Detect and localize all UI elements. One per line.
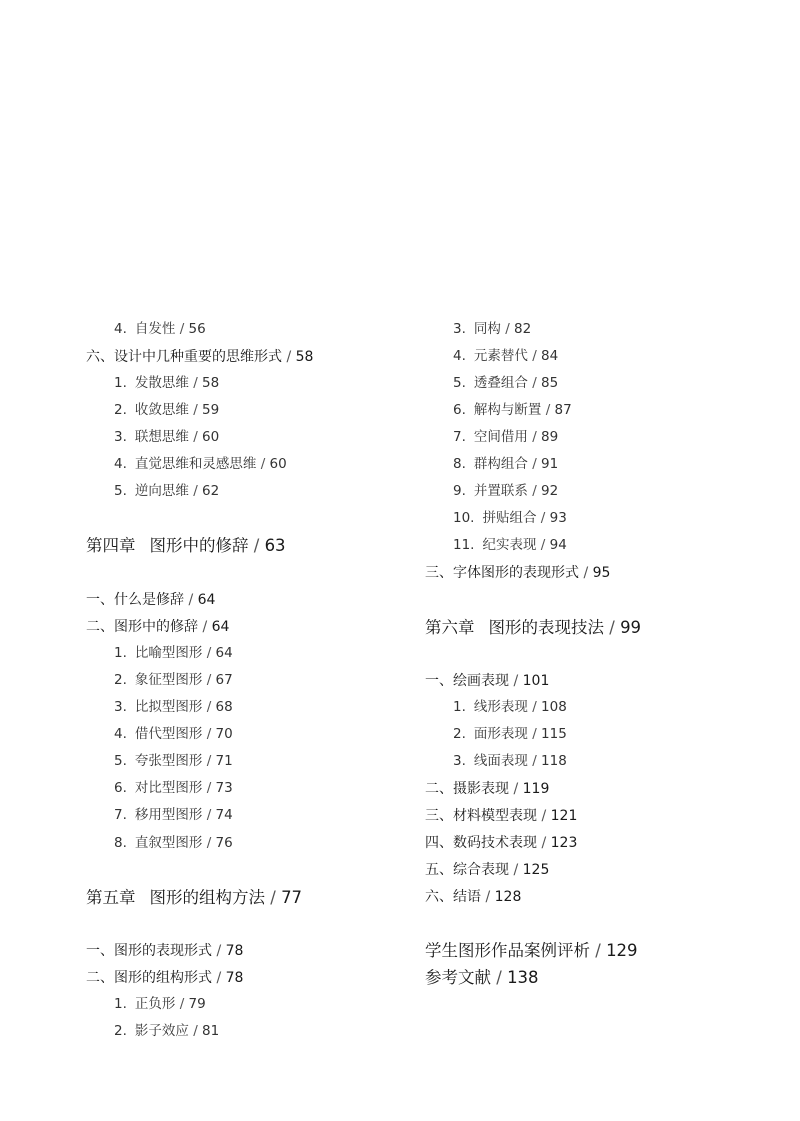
toc-sub-item: 2. 象征型图形 / 67: [114, 672, 233, 688]
toc-section-item: 一、绘画表现 / 101: [425, 673, 550, 689]
toc-chapter-heading: 参考文献 / 138: [425, 968, 539, 987]
toc-sub-item: 9. 并置联系 / 92: [453, 483, 559, 499]
toc-sub-item: 1. 发散思维 / 58: [114, 375, 220, 391]
toc-section-item: 一、图形的表现形式 / 78: [86, 943, 244, 959]
toc-chapter-heading: 第六章 图形的表现技法 / 99: [425, 618, 642, 637]
toc-section-item: 三、字体图形的表现形式 / 95: [425, 565, 611, 581]
toc-sub-item: 5. 夸张型图形 / 71: [114, 753, 233, 769]
toc-sub-item: 4. 借代型图形 / 70: [114, 726, 233, 742]
toc-chapter-heading: 第四章 图形中的修辞 / 63: [86, 536, 286, 555]
toc-sub-item: 3. 同构 / 82: [453, 321, 532, 337]
toc-sub-item: 3. 比拟型图形 / 68: [114, 699, 233, 715]
toc-section-item: 二、摄影表现 / 119: [425, 781, 550, 797]
toc-chapter-heading: 第五章 图形的组构方法 / 77: [86, 888, 303, 907]
toc-section-item: 二、图形的组构形式 / 78: [86, 970, 244, 986]
toc-sub-item: 2. 面形表现 / 115: [453, 726, 567, 742]
toc-sub-item: 4. 直觉思维和灵感思维 / 60: [114, 456, 287, 472]
toc-section-item: 三、材料模型表现 / 121: [425, 808, 578, 824]
toc-sub-item: 2. 影子效应 / 81: [114, 1023, 220, 1039]
toc-sub-item: 7. 空间借用 / 89: [453, 429, 559, 445]
toc-section-item: 一、什么是修辞 / 64: [86, 592, 216, 608]
toc-sub-item: 6. 解构与断置 / 87: [453, 402, 572, 418]
toc-sub-item: 3. 线面表现 / 118: [453, 753, 567, 769]
toc-section-item: 五、综合表现 / 125: [425, 862, 550, 878]
toc-sub-item: 1. 线形表现 / 108: [453, 699, 567, 715]
toc-section-item: 四、数码技术表现 / 123: [425, 835, 578, 851]
toc-sub-item: 7. 移用型图形 / 74: [114, 807, 233, 823]
toc-section-item: 二、图形中的修辞 / 64: [86, 619, 230, 635]
toc-sub-item: 11. 纪实表现 / 94: [453, 537, 567, 553]
toc-sub-item: 5. 逆向思维 / 62: [114, 483, 220, 499]
toc-sub-item: 5. 透叠组合 / 85: [453, 375, 559, 391]
toc-sub-item: 1. 比喻型图形 / 64: [114, 645, 233, 661]
toc-sub-item: 4. 元素替代 / 84: [453, 348, 559, 364]
toc-sub-item: 3. 联想思维 / 60: [114, 429, 220, 445]
toc-sub-item: 8. 群构组合 / 91: [453, 456, 559, 472]
toc-sub-item: 6. 对比型图形 / 73: [114, 780, 233, 796]
toc-chapter-heading: 学生图形作品案例评析 / 129: [425, 941, 638, 960]
toc-sub-item: 4. 自发性 / 56: [114, 321, 206, 337]
toc-sub-item: 10. 拼贴组合 / 93: [453, 510, 567, 526]
toc-sub-item: 1. 正负形 / 79: [114, 996, 206, 1012]
toc-sub-item: 2. 收敛思维 / 59: [114, 402, 220, 418]
toc-sub-item: 8. 直叙型图形 / 76: [114, 835, 233, 851]
toc-section-item: 六、设计中几种重要的思维形式 / 58: [86, 349, 314, 365]
toc-section-item: 六、结语 / 128: [425, 889, 522, 905]
